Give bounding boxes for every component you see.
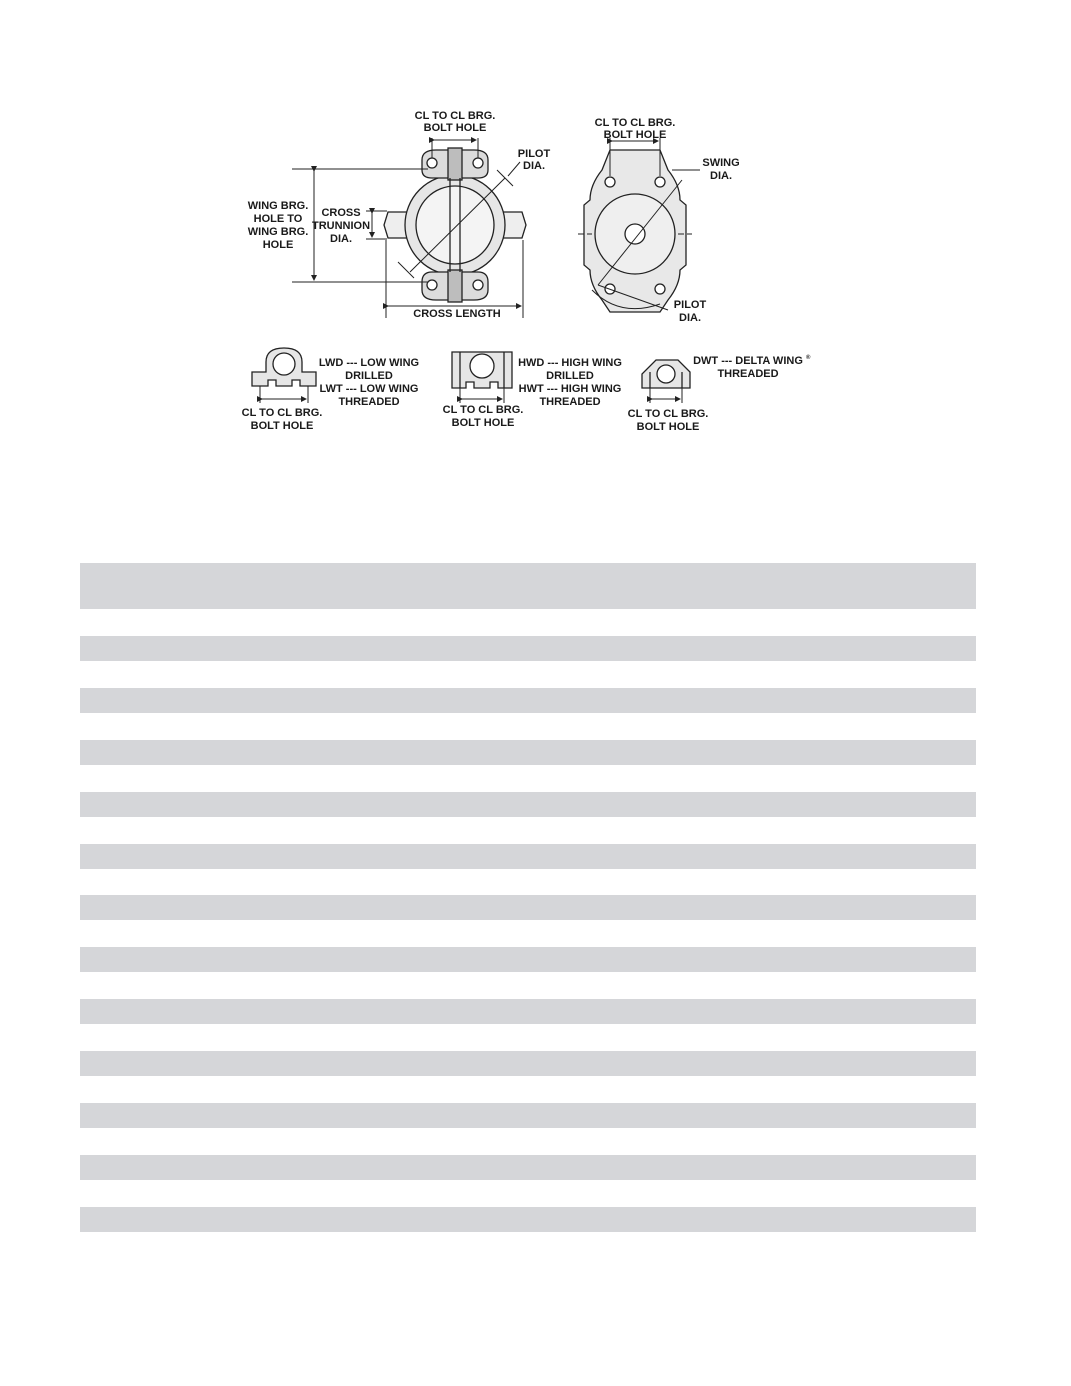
high-wing-label-2: DRILLED — [546, 370, 594, 382]
table-row — [80, 895, 976, 920]
low-wing-figure — [252, 348, 316, 386]
main-pilot-dia-label: DIA. — [523, 160, 545, 172]
delta-wing-figure — [642, 360, 690, 388]
wing-brg-label-4: HOLE — [262, 239, 294, 251]
low-wing-label-4: THREADED — [338, 396, 400, 408]
spec-table — [80, 563, 976, 1233]
main-pilot-label: PILOT — [517, 148, 551, 160]
table-row — [80, 999, 976, 1024]
table-header-row — [80, 563, 976, 609]
side-pilot-dia-label: DIA. — [679, 312, 701, 324]
table-row — [80, 1207, 976, 1232]
high-wing-label-4: THREADED — [539, 396, 601, 408]
side-cl-to-cl-label: CL TO CL BRG. — [594, 117, 676, 129]
wing-brg-label-1: WING BRG. — [247, 200, 309, 212]
table-row — [80, 1155, 976, 1180]
low-wing-label-3: LWT --- LOW WING — [319, 383, 419, 395]
trunnion-label-3: DIA. — [330, 233, 352, 245]
side-bolt-hole-label: BOLT HOLE — [603, 129, 667, 141]
delta-wing-label-1: DWT --- DELTA WING — [693, 355, 803, 367]
high-wing-bottom-1: CL TO CL BRG. — [442, 404, 524, 416]
registered-mark: ® — [806, 355, 811, 361]
high-wing-label-1: HWD --- HIGH WING — [518, 357, 622, 369]
cross-top-view — [384, 148, 526, 302]
wing-brg-label-3: WING BRG. — [247, 226, 309, 238]
table-row — [80, 688, 976, 713]
delta-wing-label-2: THREADED — [717, 368, 779, 380]
table-row — [80, 792, 976, 817]
trunnion-label-1: CROSS — [321, 207, 361, 219]
low-wing-bottom-2: BOLT HOLE — [250, 420, 314, 432]
trunnion-label-2: TRUNNION — [311, 220, 371, 232]
wing-brg-label-2: HOLE TO — [253, 213, 303, 225]
swing-dia-label: DIA. — [710, 170, 732, 182]
table-row — [80, 740, 976, 765]
yoke-side-view — [584, 150, 686, 312]
high-wing-bottom-2: BOLT HOLE — [451, 417, 515, 429]
high-wing-figure — [452, 352, 512, 388]
side-pilot-label: PILOT — [673, 299, 707, 311]
delta-wing-bottom-2: BOLT HOLE — [636, 421, 700, 433]
delta-wing-bottom-1: CL TO CL BRG. — [627, 408, 709, 420]
table-row — [80, 1103, 976, 1128]
swing-label: SWING — [702, 157, 740, 169]
main-cl-to-cl-label: CL TO CL BRG. — [414, 110, 496, 122]
cross-length-label: CROSS LENGTH — [413, 308, 501, 320]
table-row — [80, 1051, 976, 1076]
high-wing-label-3: HWT --- HIGH WING — [518, 383, 622, 395]
u-joint-diagram — [0, 0, 1071, 460]
low-wing-bottom-1: CL TO CL BRG. — [241, 407, 323, 419]
table-row — [80, 636, 976, 661]
low-wing-label-1: LWD --- LOW WING — [318, 357, 420, 369]
main-bolt-hole-label: BOLT HOLE — [423, 122, 487, 134]
table-row — [80, 844, 976, 869]
low-wing-label-2: DRILLED — [345, 370, 393, 382]
table-row — [80, 947, 976, 972]
